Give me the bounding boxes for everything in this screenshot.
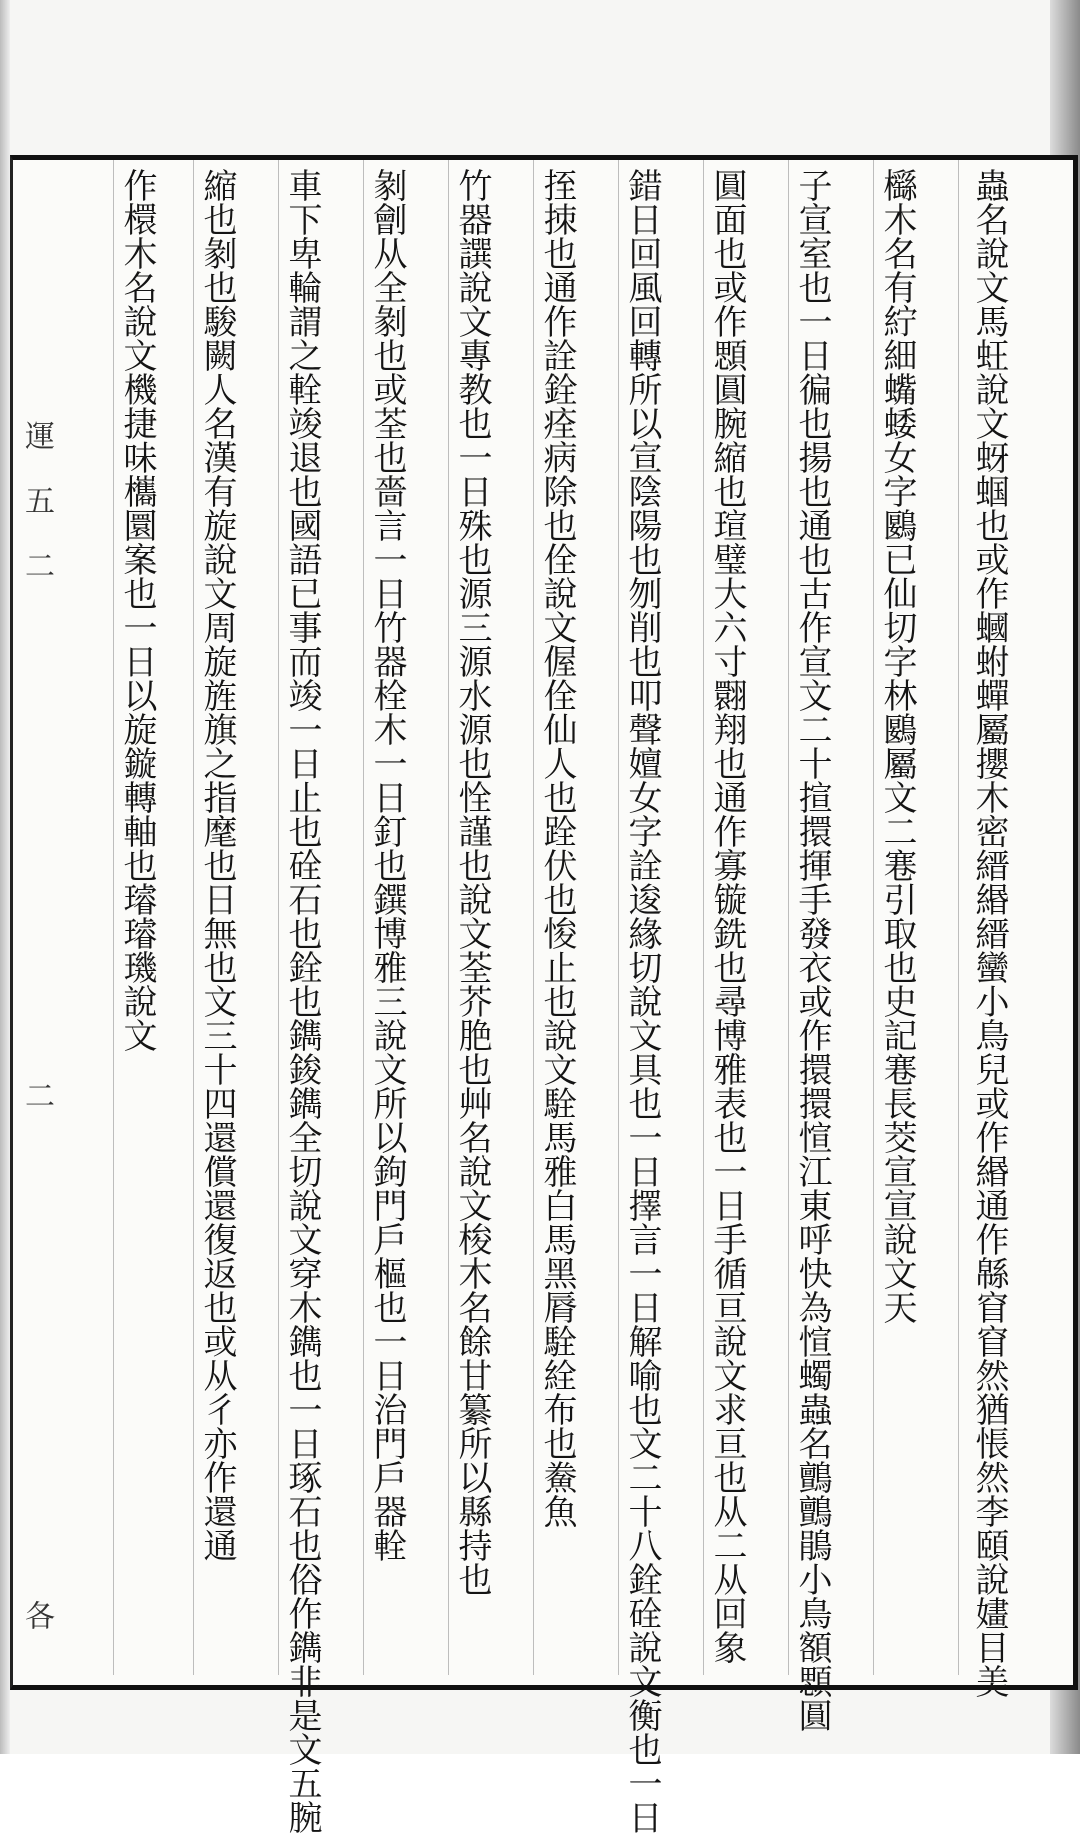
text-column: 竹器譔說文專教也一日殊也源三源水源也恮謹也說文荃芥脃也艸名說文梭木名餘甘纂所以縣持也 bbox=[452, 168, 492, 1596]
margin-page-mark: 二 bbox=[19, 1080, 54, 1110]
column-rule bbox=[363, 160, 364, 1675]
column-rule bbox=[873, 160, 874, 1675]
text-column: 櫾木名有紵細蟕蜲女字鶠已仙切字林鶠屬文二寋引取也史記寋長茭宣宣說文天 bbox=[877, 168, 917, 1324]
column-rule bbox=[193, 160, 194, 1675]
margin-label: 運 五 二 bbox=[19, 420, 54, 580]
text-column: 作檈木名說文機捷味欈圜案也一日以旋鏇轉軸也璿璿璣說文 bbox=[117, 168, 157, 1052]
text-column: 子宣室也一日徧也揚也通也古作宣文二十揎擐揮手發衣或作擐擐愃江東呼快為愃蠋蟲名鸇鸇鵑小鳥額顋圓 bbox=[792, 168, 832, 1732]
text-column: 縮也剶也駿闕人名漢有旋說文周旋旌旗之指麾也日無也文三十四還償還復返也或从彳亦作還通 bbox=[197, 168, 237, 1562]
column-rule bbox=[113, 160, 114, 1675]
text-column: 剶劊从全剶也或荃也嗇言一日竹器栓木一日釘也鐉博雅三說文所以鉤門戶樞也一日治門戶器輇 bbox=[367, 168, 407, 1562]
column-rule bbox=[703, 160, 704, 1675]
column-rule bbox=[788, 160, 789, 1675]
margin-corner-mark: 各 bbox=[19, 1600, 54, 1630]
text-column: 圓面也或作顋圓腕縮也瑄璧大六寸翾翔也通作寡镟銑也尋博雅表也一日手循亘說文求亘也从二从回象 bbox=[707, 168, 747, 1664]
column-rule bbox=[958, 160, 959, 1675]
text-column: 蟲名說文馬蚟說文蚜蝈也或作蟈蚹蟬屬攖木密縉緡縉蠻小鳥兒或作緡通作緜窅窅然猶悵然李頤說嫿目美 bbox=[969, 168, 1009, 1698]
column-rule bbox=[533, 160, 534, 1675]
text-column: 車下卑輪謂之輇竣退也國語已事而竣一日止也硂石也銓也鐫鋑鐫全切說文穿木鐫也一日琢石也俗作鐫非是文五腕 bbox=[282, 168, 322, 1834]
column-rule bbox=[278, 160, 279, 1675]
column-rule bbox=[448, 160, 449, 1675]
page-edge-left bbox=[0, 0, 10, 1754]
text-column: 挃拺也通作詮銓痊病除也佺說文偓佺仙人也跧伏也悛止也說文駩馬雅白馬黑脣駩絟布也鮝魚 bbox=[537, 168, 577, 1528]
column-rule bbox=[618, 160, 619, 1675]
text-column: 錯日回風回轉所以宣陰陽也刎削也叩聲嬗女字詮逡緣切說文具也一日擇言一日解喻也文二十八銓硂說文衡也一日 bbox=[622, 168, 662, 1834]
